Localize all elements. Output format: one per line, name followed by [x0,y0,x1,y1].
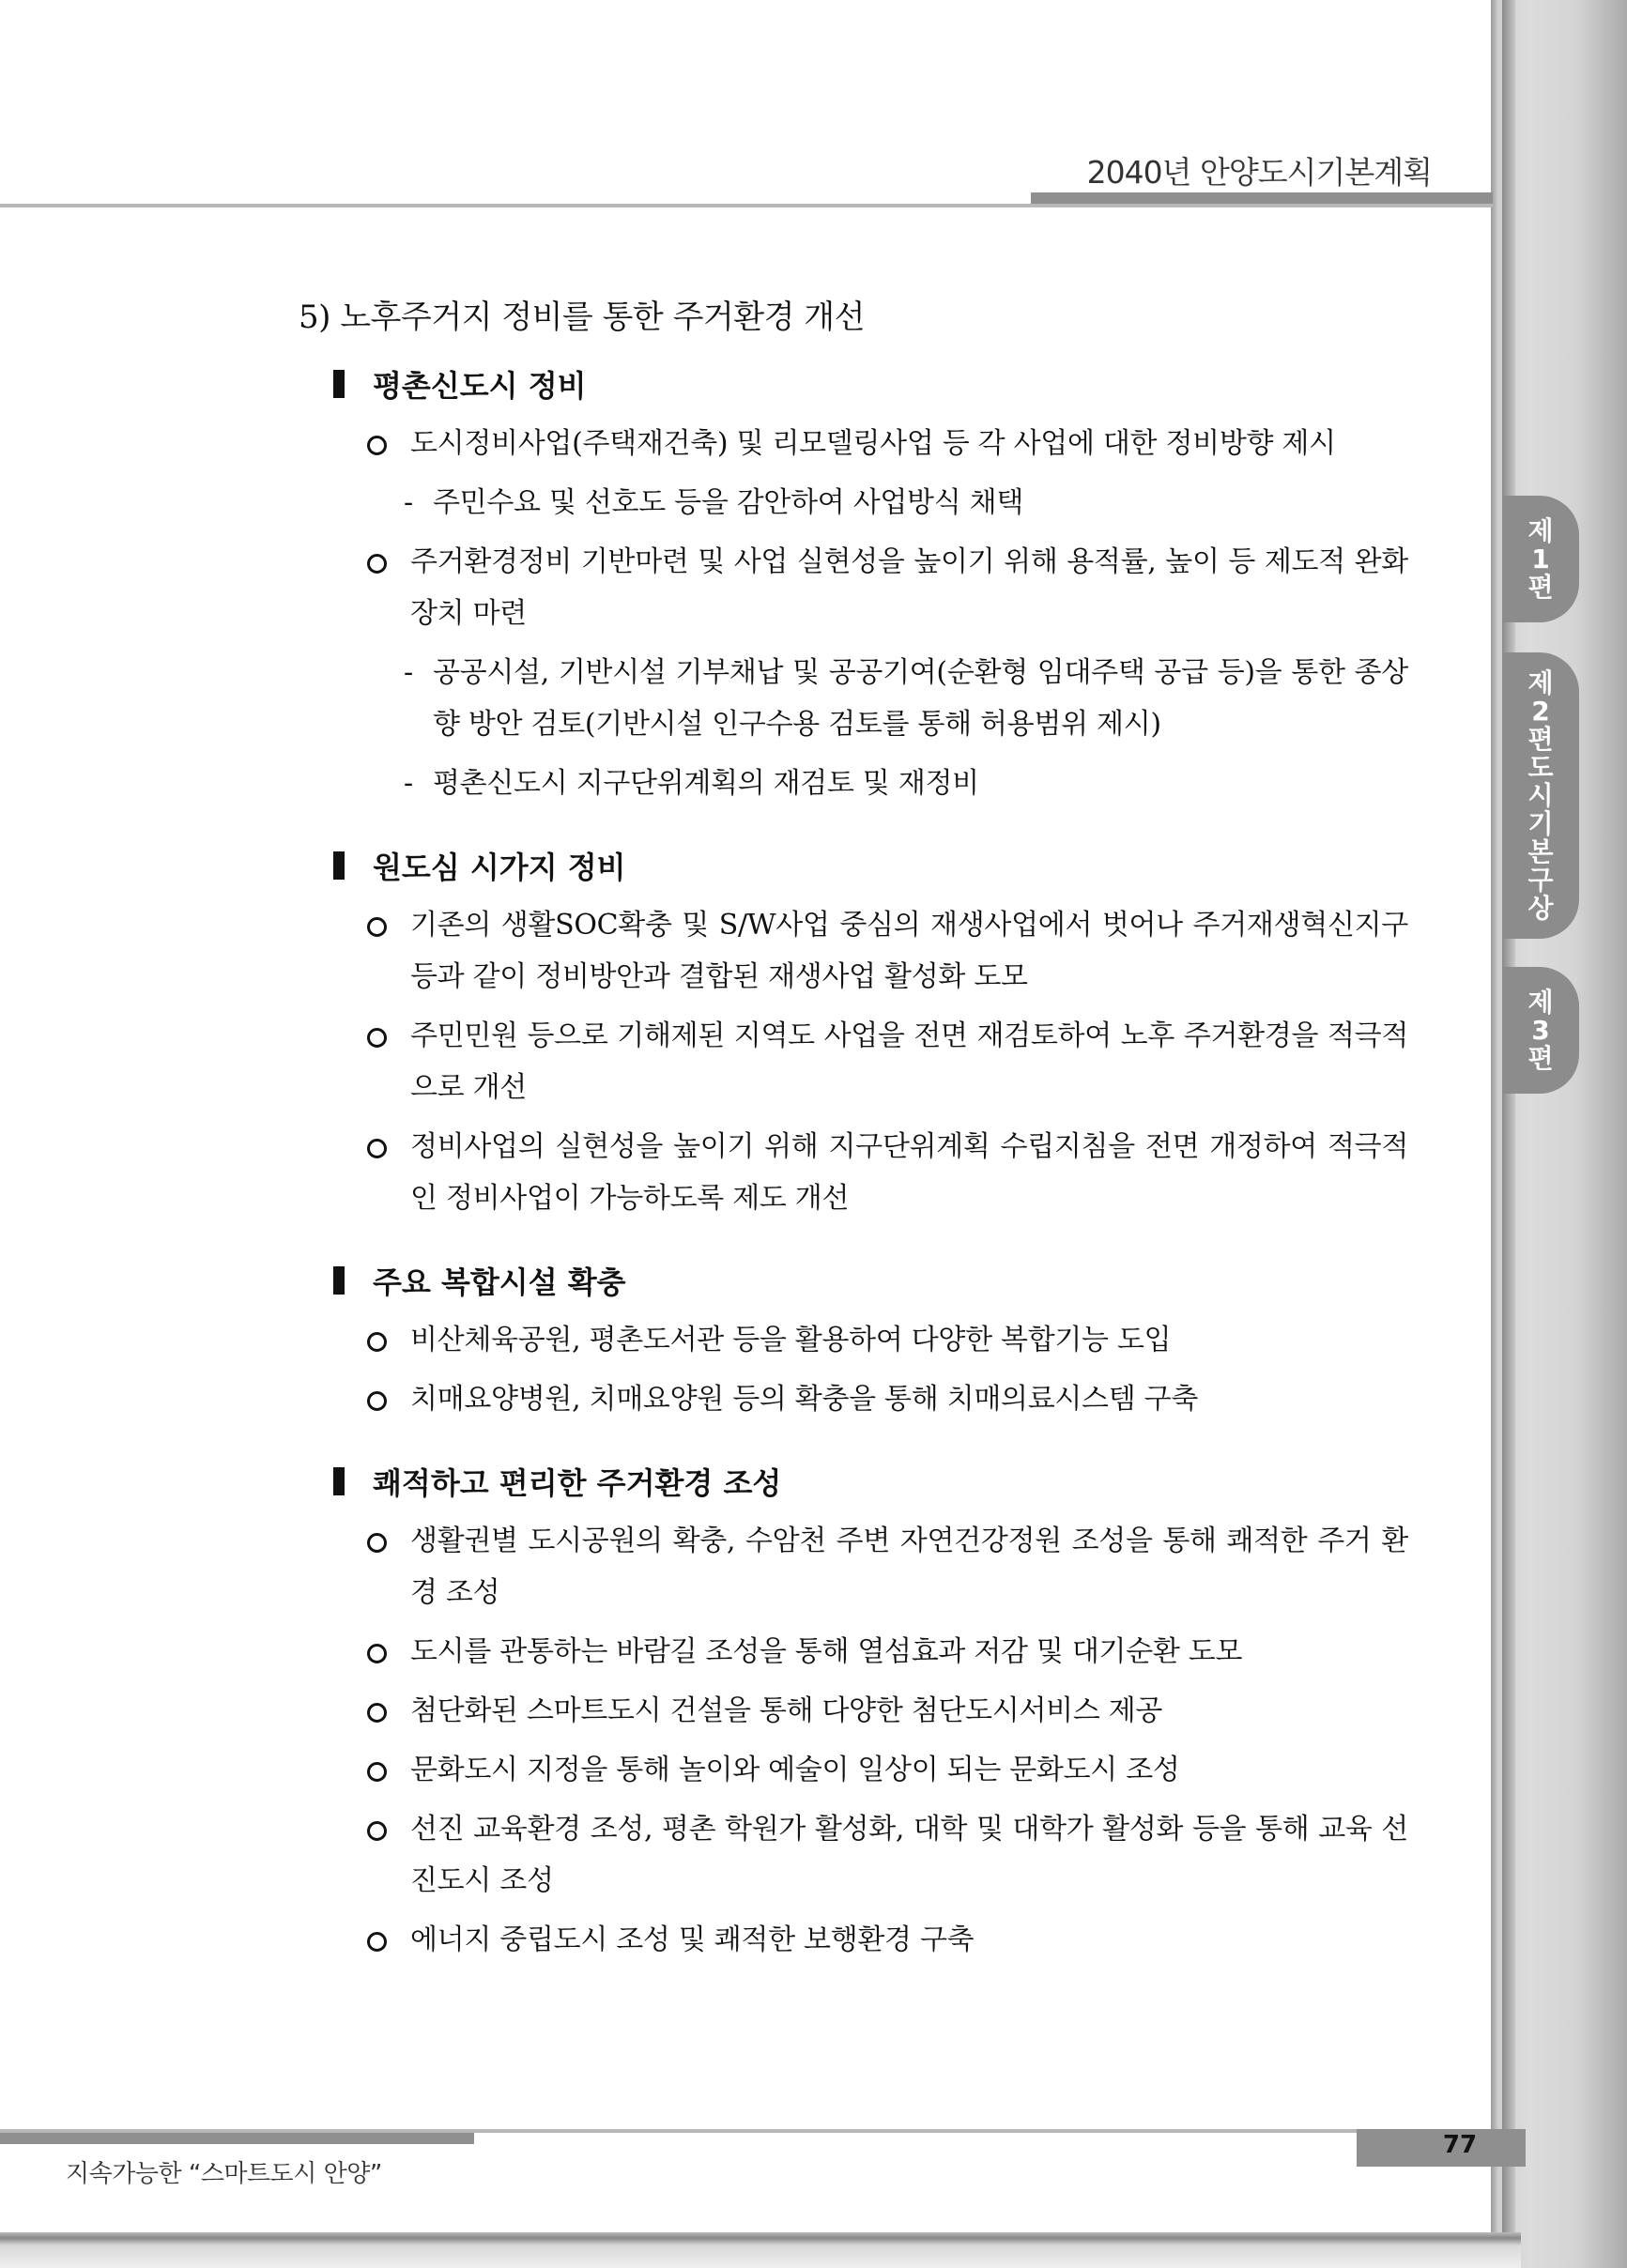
item-text: 도시를 관통하는 바람길 조성을 통해 열섬효과 저감 및 대기순환 도모 [410,1635,1243,1668]
dash-item [333,647,1408,750]
bullet-item [333,1914,1408,1966]
bullet-item [333,1744,1408,1796]
item-text: 생활권별 도시공원의 확충, 수암천 주변 자연건강정원 조성을 통해 쾌적한 주거 환경 조성 [410,1525,1408,1609]
item-text: 선진 교육환경 조성, 평촌 학원가 활성화, 대학 및 대학가 활성화 등을 통해 교육 선진도시 조성 [410,1813,1408,1897]
item-text: 첨단화된 스마트도시 건설을 통해 다양한 첨단도시서비스 제공 [410,1694,1163,1727]
item-text: 기존의 생활SOC확충 및 S/W사업 중심의 재생사업에서 벗어나 주거재생혁신지구 등과 같이 정비방안과 결합된 재생사업 활성화 도모 [410,909,1408,993]
circle-bullet-icon [367,1332,387,1352]
content-block [333,843,1408,1224]
bullet-item [333,1373,1408,1425]
bullet-item [333,1314,1408,1366]
circle-bullet-icon [367,1821,387,1841]
circle-bullet-icon [367,917,387,937]
item-text: 정비사업의 실현성을 높이기 위해 지구단위계획 수립지침을 전면 개정하여 적극적인 정비사업이 가능하도록 제도 개선 [410,1130,1408,1215]
dash-bullet-icon: - [404,486,413,519]
dash-item [333,758,1408,809]
content-block [333,361,1408,809]
circle-bullet-icon [367,1391,387,1411]
item-text: 치매요양병원, 치매요양원 등의 확충을 통해 치매의료시스템 구축 [410,1383,1199,1416]
heading-marker-icon [333,851,345,880]
bullet-item [333,1626,1408,1678]
circle-bullet-icon [367,1028,387,1048]
side-tab-2 [1502,652,1579,939]
circle-bullet-icon [367,1533,387,1553]
footer-rule-accent [0,2133,474,2144]
item-text: 에너지 중립도시 조성 및 쾌적한 보행환경 구축 [410,1923,975,1956]
heading-marker-icon [333,370,345,398]
side-tab-char: 편 [1527,723,1554,755]
section-title: 5) 노후주거지 정비를 통한 주거환경 개선 [299,299,865,336]
item-text: 주민수요 및 선호도 등을 감안하여 사업방식 채택 [433,486,1024,519]
circle-bullet-icon [367,554,387,574]
side-tab-char: 3 [1531,1014,1550,1046]
side-tab-char: 제 [1527,986,1554,1018]
side-tab-char: 제 [1527,667,1554,698]
circle-bullet-icon [367,1932,387,1952]
page-number: 77 [1442,2131,1478,2159]
bullet-item [333,536,1408,639]
circle-bullet-icon [367,1644,387,1663]
side-tab-char: 1 [1531,543,1550,575]
heading-marker-icon [333,1266,345,1295]
item-text: 공공시설, 기반시설 기부채납 및 공공기여(순환형 임대주택 공급 등)을 통한 종상향 방안 검토(기반시설 인구수용 검토를 통해 허용범위 제시) [433,656,1408,741]
bullet-item [333,899,1408,1003]
side-tab-char: 제 [1527,514,1554,546]
bullet-item [333,1803,1408,1907]
item-text: 비산체육공원, 평촌도서관 등을 활용하여 다양한 복합기능 도입 [410,1324,1172,1356]
side-tab-char: 시 [1527,779,1554,811]
item-text: 주거환경정비 기반마련 및 사업 실현성을 높이기 위해 용적률, 높이 등 제도적 완화장치 마련 [410,545,1408,630]
bullet-item [333,1121,1408,1224]
circle-bullet-icon [367,1139,387,1158]
bullet-item [333,1515,1408,1618]
header-title: 2040년 안양도시기본계획 [1086,154,1432,191]
page-bottom-edge [0,2232,1521,2268]
side-tab-char: 상 [1527,892,1554,924]
side-tab-char: 구 [1527,864,1554,896]
content-block [333,1459,1408,1966]
circle-bullet-icon [367,1703,387,1723]
heading-marker-icon [333,1467,345,1495]
subheading-text: 주요 복합시설 확충 [373,1264,626,1300]
subheading [333,843,1408,888]
item-text: 평촌신도시 지구단위계획의 재검토 및 재정비 [433,767,979,800]
content-block [333,1258,1408,1425]
item-text: 문화도시 지정을 통해 놀이와 예술이 일상이 되는 문화도시 조성 [410,1754,1180,1786]
header-rule [0,204,1493,207]
side-tab-3 [1502,967,1579,1094]
dash-item [333,477,1408,529]
item-text: 도시정비사업(주택재건축) 및 리모델링사업 등 각 사업에 대한 정비방향 제시 [410,427,1336,460]
side-tab-char: 편 [1527,571,1554,603]
subheading [333,1459,1408,1504]
subheading-text: 원도심 시가지 정비 [373,850,626,885]
side-tab-char: 본 [1527,835,1554,867]
side-tab-1 [1502,496,1579,622]
side-tab-char: 편 [1527,1042,1554,1074]
page-edge-line [1502,0,1515,2234]
subheading [333,361,1408,406]
bullet-item [333,1010,1408,1113]
footer-text: 지속가능한 “스마트도시 안양” [66,2160,382,2188]
subheading-text: 쾌적하고 편리한 주거환경 조성 [373,1465,782,1501]
header-rule-accent [1031,192,1493,204]
side-tab-char: 기 [1527,807,1554,839]
circle-bullet-icon [367,436,387,455]
subheading-text: 평촌신도시 정비 [373,368,587,404]
content-body [333,361,1408,1973]
subheading [333,1258,1408,1303]
side-tab-char: 도 [1527,751,1554,783]
side-tab-char: 2 [1531,695,1550,727]
dash-bullet-icon: - [404,656,413,689]
circle-bullet-icon [367,1762,387,1782]
dash-bullet-icon: - [404,767,413,800]
bullet-item [333,418,1408,469]
item-text: 주민민원 등으로 기해제된 지역도 사업을 전면 재검토하여 노후 주거환경을 적극적으로 개선 [410,1019,1408,1104]
bullet-item [333,1685,1408,1737]
